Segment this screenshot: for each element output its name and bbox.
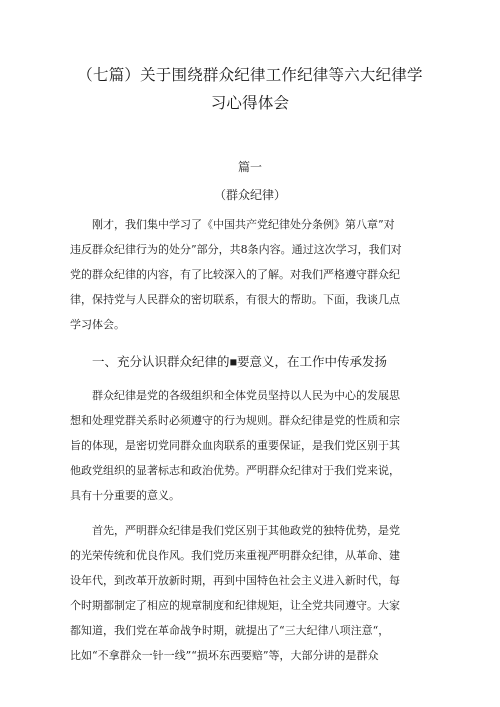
section-line-3: 旨的体现，是密切党同群众血肉联系的重要保证，是我们党区别于其: [70, 439, 400, 452]
first-line-1: 首先，严明群众纪律是我们党区别于其他政党的独特优势，是党: [92, 524, 400, 537]
intro-paragraph: [70, 212, 430, 337]
title-line-1: （七篇）关于围绕群众纪律工作纪律等六大纪律学: [77, 67, 423, 84]
section-line-4: 他政党组织的显著标志和政治优势。严明群众纪律对于我们党来说，: [70, 464, 400, 477]
intro-line-4: 律，保持党与人民群众的密切联系，有很大的帮助。下面，我谈几点: [70, 293, 400, 306]
section-paragraph: [70, 383, 430, 508]
section-line-5: 具有十分重要的意义。: [70, 489, 180, 502]
first-line-2: 的光荣传统和优良作风。我们党历来重视严明群众纪律，从革命、建: [70, 549, 400, 562]
section-line-1: 群众纪律是党的各级组织和全体党员坚持以人民为中心的发展思: [92, 389, 400, 402]
intro-line-2: 违反群众纪律行为的处分”部分，共8条内容。通过这次学习，我们对: [70, 243, 402, 256]
section-heading: 一、充分认识群众纪律的■要意义，在工作中传承发扬: [92, 355, 388, 369]
subtitle: （群众纪律）: [213, 188, 286, 202]
intro-line-1: 刚才，我们集中学习了《中国共产党纪律处分条例》第八章”对: [92, 218, 395, 231]
first-point-paragraph: [70, 518, 430, 668]
title-line-2: 习心得体会: [210, 95, 290, 112]
intro-line-5: 学习体会。: [70, 318, 125, 331]
section-line-2: 想和处理党群关系时必须遵守的行为规则。群众纪律是党的性质和宗: [70, 414, 400, 427]
first-line-6: 比如“不拿群众一针一线”“损坏东西要赔”等，大部分讲的是群众: [70, 649, 379, 662]
first-line-3: 设年代，到改革开放新时期，再到中国特色社会主义进入新时代，每: [70, 574, 400, 587]
document-title: [70, 62, 430, 118]
part-label: 篇一: [237, 160, 262, 174]
first-line-5: 都知道，我们党在革命战争时期，就提出了“三大纪律八项注意“，: [70, 624, 390, 637]
intro-line-3: 党的群众纪律的内容，有了比较深入的了解。对我们严格遵守群众纪: [70, 268, 400, 281]
first-line-4: 个时期都制定了相应的规章制度和纪律规矩，让全党共同遵守。大家: [70, 599, 400, 612]
